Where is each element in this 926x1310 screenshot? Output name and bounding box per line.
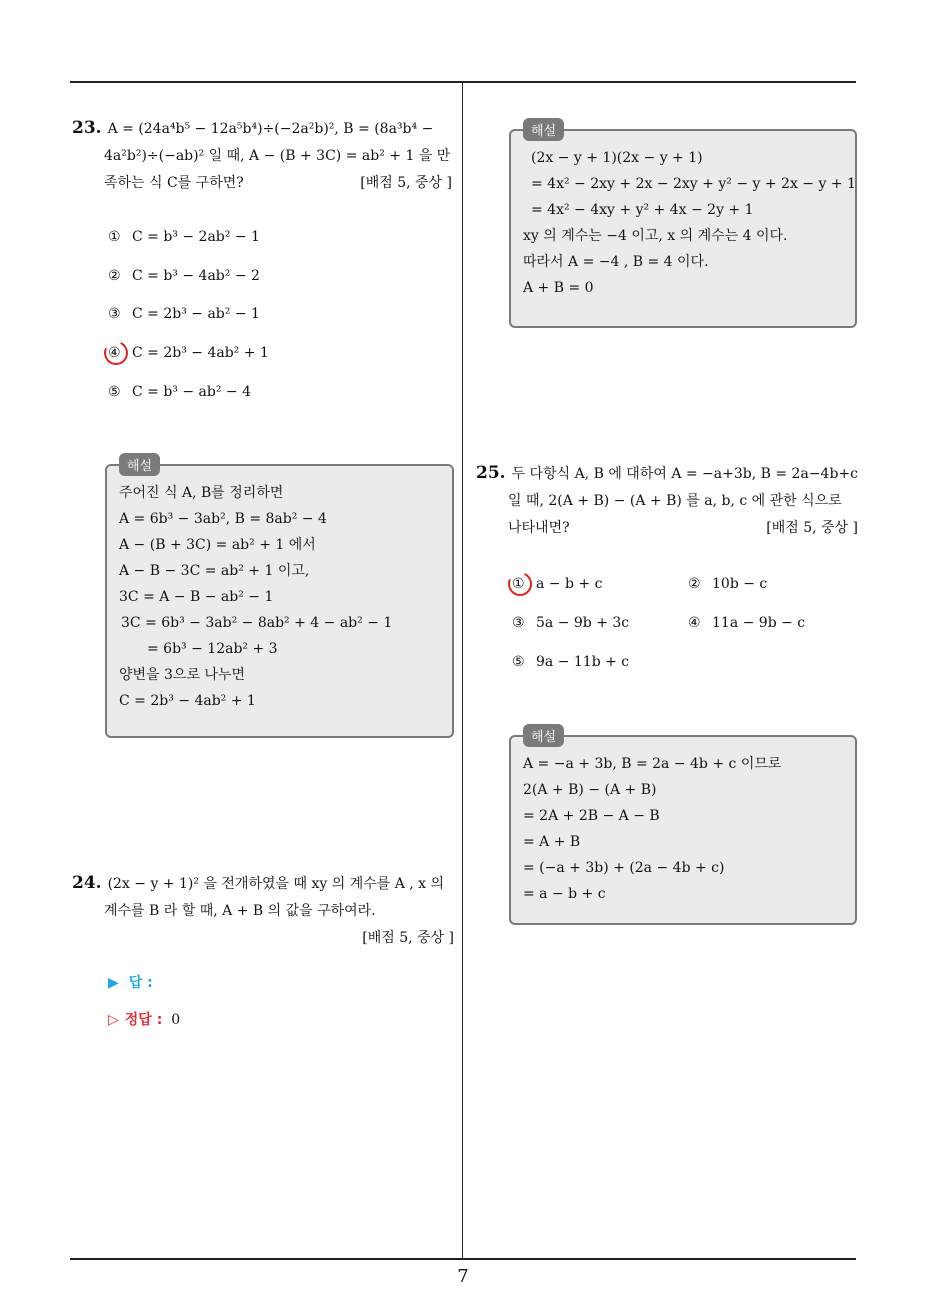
question-25 xyxy=(476,460,858,542)
q23-solution-box: 해설 주어진 식 A, B를 정리하면 A = 6b³ − 3ab², B = 8ab² − 4 A − (B + 3C) = ab² + 1 에서 A − B − 3C = ab² + 1 이고, 3C = A − B − ab² − 1 3C = 6b³ − 3ab² − 8ab² + 4 − ab² − 1 = 6b³ − 12ab² + 3 양변을 3으로 나누면 C = 2b³ − 4ab² + 1 xyxy=(105,464,454,738)
q23-choice-5[interactable]: ⑤ C = b³ − ab² − 4 xyxy=(108,384,252,400)
q25-choice-3[interactable]: ③ 5a − 9b + 3c xyxy=(512,615,630,631)
solution-tag: 해설 xyxy=(119,453,160,476)
q23-choice-2[interactable]: ② C = b³ − 4ab² − 2 xyxy=(108,268,260,284)
q23-choice-4[interactable]: ④ C = 2b³ − 4ab² + 1 xyxy=(108,345,269,361)
solution-tag: 해설 xyxy=(523,118,564,141)
answer-circle-mark xyxy=(505,569,536,600)
q25-choice-5[interactable]: ⑤ 9a − 11b + c xyxy=(512,654,630,670)
question-23-line1: 23. A = (24a⁴b⁵ − 12a⁵b⁴)÷(−2a²b)², B = (8a³b⁴ − xyxy=(72,118,434,138)
question-number: 24. xyxy=(72,873,102,893)
question-24-line2: 계수를 B 라 할 때, A + B 의 값을 구하여라. xyxy=(104,903,376,919)
question-number: 23. xyxy=(72,118,102,138)
q23-choice-1[interactable]: ① C = b³ − 2ab² − 1 xyxy=(108,229,260,245)
question-25-line2: 일 때, 2(A + B) − (A + B) 를 a, b, c 에 관한 식으로 xyxy=(508,493,842,509)
question-23-line2: 4a²b²)÷(−ab)² 일 때, A − (B + 3C) = ab² + 1 을 만 xyxy=(104,148,451,164)
bottom-rule xyxy=(70,1258,856,1260)
outline-triangle-icon: ▷ xyxy=(108,1012,119,1028)
correct-answer-row: ▷ 정답 : 0 xyxy=(108,1012,181,1028)
score-label: [배점 5, 중상 ] xyxy=(360,175,452,191)
answer-input-row[interactable]: ▶ 답 : xyxy=(108,975,153,991)
question-number: 25. xyxy=(476,463,506,483)
q25-choice-4[interactable]: ④ 11a − 9b − c xyxy=(688,615,806,631)
score-label: [배점 5, 중상 ] xyxy=(766,520,858,536)
answer-circle-mark xyxy=(101,338,132,369)
question-24-line1: 24. (2x − y + 1)² 을 전개하였을 때 xy 의 계수를 A , x 의 xyxy=(72,873,445,893)
q24-solution-box: 해설 (2x − y + 1)(2x − y + 1) = 4x² − 2xy + 2x − 2xy + y² − y + 2x − y + 1 = 4x² − 4xy + y² + 4x − 2y + 1 xy 의 계수는 −4 이고, x 의 계수는 4 이다. 따라서 A = −4 , B = 4 이다. A + B = 0 xyxy=(509,129,857,328)
q25-choice-1[interactable]: ① a − b + c xyxy=(512,576,603,592)
question-25-line3: 나타내면? [배점 5, 중상 ] xyxy=(476,515,858,542)
question-23-line3: 족하는 식 C를 구하면? [배점 5, 중상 ] xyxy=(72,170,452,197)
score-label: [배점 5, 중상 ] xyxy=(362,930,454,946)
top-rule xyxy=(70,81,856,83)
q25-solution-box: 해설 A = −a + 3b, B = 2a − 4b + c 이므로 2(A + B) − (A + B) = 2A + 2B − A − B = A + B = (−a + 3b) + (2a − 4b + c) = a − b + c xyxy=(509,735,857,925)
play-triangle-icon: ▶ xyxy=(108,975,119,991)
question-23 xyxy=(72,115,452,197)
page-number: 7 xyxy=(457,1266,469,1287)
question-24 xyxy=(72,870,454,952)
column-divider xyxy=(462,83,463,1259)
q25-choice-2[interactable]: ② 10b − c xyxy=(688,576,768,592)
solution-tag: 해설 xyxy=(523,724,564,747)
question-25-line1: 25. 두 다항식 A, B 에 대하여 A = −a+3b, B = 2a−4b+c xyxy=(476,463,858,483)
question-24-line3 xyxy=(72,925,454,952)
correct-answer-value: 0 xyxy=(171,1012,181,1028)
q23-choice-3[interactable]: ③ C = 2b³ − ab² − 1 xyxy=(108,306,260,322)
